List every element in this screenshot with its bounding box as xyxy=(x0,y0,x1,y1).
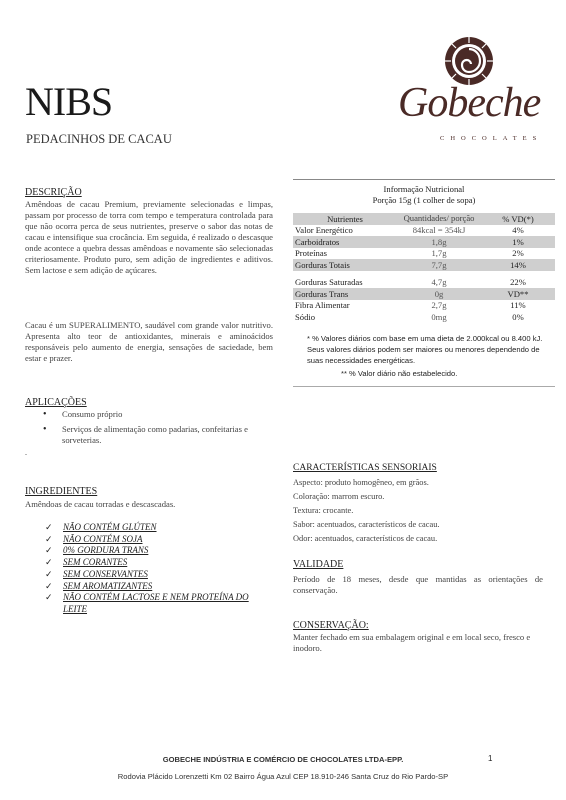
list-item: Aspecto: produto homogêneo, em grãos. xyxy=(293,478,429,487)
list-item: • Consumo próprio xyxy=(52,409,272,420)
table-row xyxy=(293,277,555,289)
check-icon: ✓ xyxy=(45,545,53,556)
nutrient-qty: 2,7g xyxy=(431,300,447,311)
nutrient-qty: 0g xyxy=(397,288,481,300)
nutrient-name: Valor Energético xyxy=(295,225,353,236)
nutrient-vd: 22% xyxy=(510,277,526,288)
claim-text: SEM CORANTES xyxy=(63,557,128,568)
nutrient-vd: 4% xyxy=(512,225,524,236)
divider xyxy=(293,386,555,387)
table-row xyxy=(293,300,555,312)
list-item: Odor: acentuados, característicos de cacau. xyxy=(293,534,438,543)
list-item xyxy=(45,581,265,593)
nutrition-table xyxy=(293,213,555,323)
claims-list xyxy=(45,522,265,616)
nutrient-name: Carboidratos xyxy=(293,236,397,248)
nutrient-vd: 11% xyxy=(510,300,526,311)
claim-text: SEM AROMATIZANTES xyxy=(63,580,153,591)
nutrient-name: Sódio xyxy=(295,311,316,322)
claim-text: NÃO CONTÉM SOJA xyxy=(63,533,143,544)
nutrient-qty: 0mg xyxy=(431,311,447,322)
check-icon: ✓ xyxy=(45,580,53,591)
footer-company: GOBECHE INDÚSTRIA E COMÉRCIO DE CHOCOLATES LTDA-EPP. xyxy=(162,755,404,764)
nutrient-qty: 4,7g xyxy=(431,277,447,288)
ingredients-text: Amêndoas de cacau torradas e descascadas. xyxy=(25,499,176,509)
claim-text: SEM CONSERVANTES xyxy=(63,568,148,579)
footer-address: Rodovia Plácido Lorenzetti Km 02 Bairro Água Azul CEP 18.910-246 Santa Cruz do Rio Pardo-SP xyxy=(117,772,449,781)
list-item xyxy=(45,534,265,546)
table-header-row xyxy=(293,213,555,225)
table-row xyxy=(293,236,555,248)
check-icon: ✓ xyxy=(45,568,53,579)
table-row xyxy=(293,259,555,271)
nutrition-panel xyxy=(293,179,555,387)
nutrient-vd: 2% xyxy=(512,248,524,259)
nutrient-qty: 1,8g xyxy=(397,236,481,248)
applications-heading: APLICAÇÕES xyxy=(25,397,87,408)
list-item: Sabor: acentuados, característicos de cacau. xyxy=(293,520,440,529)
sensory-list xyxy=(293,476,553,546)
nutrient-vd: 1% xyxy=(481,236,555,248)
list-item xyxy=(45,557,265,569)
claim-text: NÃO CONTÉM GLÚTEN xyxy=(63,522,157,532)
brand-logo-icon xyxy=(444,36,494,86)
table-row xyxy=(293,288,555,300)
nutrient-vd: VD** xyxy=(481,288,555,300)
list-item: • Serviços de alimentação como padarias, confeitarias e sorveterias. xyxy=(52,424,272,446)
nutrient-vd: 14% xyxy=(481,259,555,271)
list-item xyxy=(45,522,265,534)
check-icon: ✓ xyxy=(45,557,53,568)
check-icon: ✓ xyxy=(45,592,53,603)
description-heading: DESCRIÇÃO xyxy=(25,187,82,198)
nutrient-qty: 7,7g xyxy=(397,259,481,271)
product-title: NIBS xyxy=(25,79,113,124)
table-row xyxy=(293,311,555,323)
nutrition-footnote-1: * % Valores diários com base em uma dieta de 2.000kcal ou 8.400 kJ. Seus valores diários podem ser maiores ou menores dependendo de suas necessidades energéticas. xyxy=(307,333,543,365)
sensory-heading: CARACTERÍSTICAS SENSORIAIS xyxy=(293,463,437,473)
list-item xyxy=(45,592,265,615)
validity-heading: VALIDADE xyxy=(293,559,344,570)
table-row xyxy=(293,225,555,237)
list-item xyxy=(45,569,265,581)
validity-text: Período de 18 meses, desde que mantidas as orientações de conservação. xyxy=(293,574,543,595)
brand-tagline: CHOCOLATES xyxy=(440,135,543,142)
nutrient-name: Fibra Alimentar xyxy=(295,300,350,311)
list-item: Textura: crocante. xyxy=(293,506,354,515)
nutrition-portion: Porção 15g (1 colher de sopa) xyxy=(372,195,476,205)
column-header: % VD(*) xyxy=(481,213,555,225)
column-header: Nutrientes xyxy=(293,213,397,225)
check-icon: ✓ xyxy=(45,533,53,544)
nutrient-vd: 0% xyxy=(512,311,524,322)
claim-text: NÃO CONTÉM LACTOSE E NEM PROTEÍNA DO LEITE xyxy=(63,592,249,614)
list-item: Coloração: marrom escuro. xyxy=(293,492,385,501)
check-icon: ✓ xyxy=(45,522,53,532)
nutrition-footnote-2: ** % Valor diário não estabelecido. xyxy=(341,369,458,379)
conservation-heading: CONSERVAÇÃO: xyxy=(293,620,369,631)
nutrient-qty: 84kcal = 354kJ xyxy=(412,225,466,236)
nutrient-qty: 1,7g xyxy=(431,248,447,259)
product-subtitle: PEDACINHOS DE CACAU xyxy=(26,132,172,146)
page-number: 1 xyxy=(488,754,493,763)
applications-list xyxy=(52,409,272,450)
brand-name: Gobeche xyxy=(398,80,541,126)
nutrition-title: Informação Nutricional xyxy=(383,184,465,194)
stray-mark: . xyxy=(25,448,27,457)
description-paragraph-2: Cacau é um SUPERALIMENTO, saudável com grande valor nutritivo. Apresenta alto teor de antioxidantes, minerais e aminoácidos responsáveis pelo aumento de energia, sensações de saciedade, bem estar e prazer. xyxy=(25,320,273,363)
column-header: Quantidades/ porção xyxy=(397,213,481,225)
nutrient-name: Gorduras Totais xyxy=(293,259,397,271)
conservation-text: Manter fechado em sua embalagem original e em local seco, fresco e inodoro. xyxy=(293,632,531,653)
description-paragraph-1: Amêndoas de cacau Premium, previamente selecionadas e limpas, passam por processo de torra com tempo e temperatura controlada para que não ocorra perca de seus nutrientes, preserve o sabor das notas de cacau e intensifique sua crocância. Em seguida, é realizado o descasque onde acontece a quebra dessas amêndoas e novamente são selecionadas criteriosamente. Produto puro, sem adição de ingredientes e aditivos. Sem lactose e sem adição de açúcares. xyxy=(25,199,273,275)
ingredients-heading: INGREDIENTES xyxy=(25,486,98,497)
table-row xyxy=(293,248,555,260)
claim-text: 0% GORDURA TRANS xyxy=(63,545,149,556)
nutrient-name: Gorduras Saturadas xyxy=(295,277,363,288)
list-item xyxy=(45,545,265,557)
nutrient-name: Gorduras Trans xyxy=(293,288,397,300)
nutrient-name: Proteínas xyxy=(295,248,327,259)
